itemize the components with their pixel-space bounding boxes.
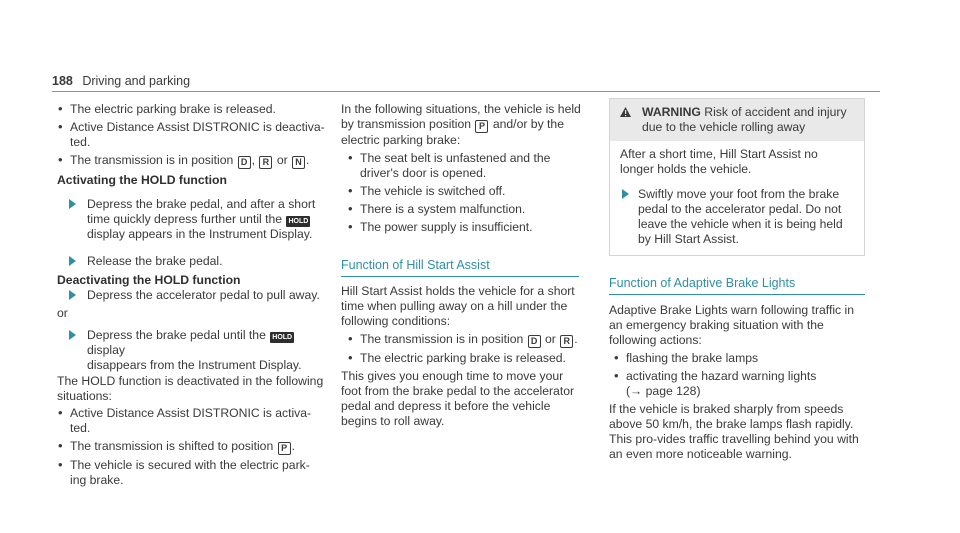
warning-label: WARNING xyxy=(642,105,701,119)
auto-deactivate-list xyxy=(57,406,327,488)
step-arrow-icon xyxy=(622,189,629,199)
hill-start-title: Function of Hill Start Assist xyxy=(341,258,490,272)
step-arrow-icon xyxy=(69,256,76,266)
hold-icon: HOLD xyxy=(272,334,293,341)
hill-start-list xyxy=(341,332,581,366)
list-item: • Active Distance Assist DISTRONIC is activa- ted. xyxy=(58,405,312,435)
warning-text: Risk of accident and injury due to the vehicle rolling away xyxy=(642,105,847,134)
held-conditions-list xyxy=(341,151,581,235)
list-item: • The electric parking brake is released. xyxy=(58,101,276,116)
deactivate-step-1: Depress the accelerator pedal to pull away. xyxy=(57,288,327,303)
conditions-list xyxy=(57,102,327,169)
list-item: • There is a system malfunction. xyxy=(348,201,526,216)
hill-start-text: Hill Start Assist holds the vehicle for a short time when pulling away on a hill under the following conditions: xyxy=(341,284,575,328)
list-item: • The power supply is insufficient. xyxy=(348,219,533,234)
section-title: Driving and parking xyxy=(82,74,191,88)
adaptive-brake-rule xyxy=(609,294,865,295)
key-p-icon: P xyxy=(475,120,488,133)
activate-step-2: Release the brake pedal. xyxy=(57,254,327,269)
warning-step: Swiftly move your foot from the brake pedal to the accelerator pedal. Do not leave the vehicle when it is being held by Hill Start Assist. xyxy=(610,177,864,255)
column-2 xyxy=(341,102,581,429)
page-header xyxy=(52,74,190,88)
key-n-icon: N xyxy=(292,156,305,169)
warning-triangle-icon xyxy=(620,107,631,117)
page-number: 188 xyxy=(52,74,73,88)
list-item: • Active Distance Assist DISTRONIC is deactiva- ted. xyxy=(58,119,325,149)
column-3 xyxy=(609,98,865,462)
activate-heading: Activating the HOLD function xyxy=(57,173,227,187)
list-item: • The seat belt is unfastened and the driver's door is opened. xyxy=(348,150,551,180)
list-item: • The vehicle is switched off. xyxy=(348,183,506,198)
hold-icon: HOLD xyxy=(288,218,309,225)
list-item: • The electric parking brake is released. xyxy=(348,350,566,365)
page-reference-link[interactable]: (→ page 128) xyxy=(626,384,701,398)
warning-box xyxy=(609,98,865,256)
hill-start-rule xyxy=(341,276,579,277)
list-item: • The transmission is in position D , R or N . xyxy=(58,152,310,167)
hill-start-closing: This gives you enough time to move your foot from the brake pedal to the accelerator pedal and depress it before the vehicle begins to roll away. xyxy=(341,369,575,428)
header-divider xyxy=(52,91,880,92)
or-text: or xyxy=(57,306,68,320)
list-item: • The transmission is in position D or R . xyxy=(348,331,578,346)
warning-header xyxy=(610,99,864,141)
key-r-icon: R xyxy=(560,335,573,348)
list-item: • activating the hazard warning lights (→ page 128) xyxy=(614,368,817,398)
key-d-icon: D xyxy=(528,335,541,348)
warning-body: After a short time, Hill Start Assist no longer holds the vehicle. xyxy=(620,147,818,176)
step-arrow-icon xyxy=(69,330,76,340)
list-item: • The transmission is shifted to position P . xyxy=(58,438,295,453)
step-arrow-icon xyxy=(69,199,76,209)
key-p-icon: P xyxy=(278,442,291,455)
auto-deactivate-intro: The HOLD function is deactivated in the following situations: xyxy=(57,374,324,403)
key-r-icon: R xyxy=(259,156,272,169)
deactivate-step-2: Depress the brake pedal until the HOLD display disappears from the Instrument Display. xyxy=(57,328,327,373)
activate-step-1: Depress the brake pedal, and after a short time quickly depress further until the HOLD display appears in the Instrument Display. xyxy=(57,197,327,242)
adaptive-brake-title: Function of Adaptive Brake Lights xyxy=(609,276,796,290)
step-arrow-icon xyxy=(69,290,76,300)
adaptive-brake-text: Adaptive Brake Lights warn following traffic in an emergency braking situation with the following actions: xyxy=(609,303,855,347)
list-item: • flashing the brake lamps xyxy=(614,350,759,365)
column-1 xyxy=(57,102,327,491)
key-d-icon: D xyxy=(238,156,251,169)
adaptive-brake-list xyxy=(609,351,865,399)
held-intro: In the following situations, the vehicle is held by transmission position P and/or by the electric parking brake: xyxy=(341,102,581,147)
adaptive-brake-closing: If the vehicle is braked sharply from speeds above 50 km/h, the brake lamps flash rapidly. This pro-vides traffic travelling behind you with an even more noticeable warning. xyxy=(609,402,859,461)
list-item: • The vehicle is secured with the electric park- ing brake. xyxy=(58,457,310,487)
deactivate-heading: Deactivating the HOLD function xyxy=(57,273,241,287)
